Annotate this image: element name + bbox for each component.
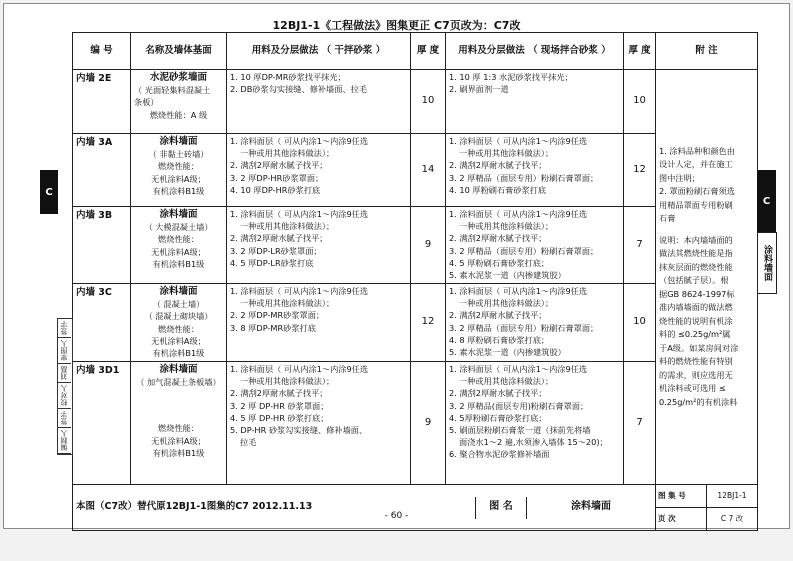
- note-line: 料的燃烧性能有特别: [659, 356, 733, 367]
- step: 1. 涂料面层（ 可从内涂1～内涂9任选: [449, 136, 588, 146]
- fire-rating: 有机涂料B1级: [152, 185, 205, 196]
- fire-rating: 燃烧性能：: [158, 234, 199, 245]
- footer-row: [73, 485, 758, 531]
- step: 1. 涂料面层（ 可从内涂1～内涂9任选: [449, 286, 588, 296]
- column-header: 用料及分层做法 （ 现场拌合砂浆 ）: [446, 33, 624, 70]
- dry-mix-steps: [227, 134, 411, 207]
- site-mix-steps: [446, 70, 624, 134]
- note-line: 图中注明；: [659, 172, 700, 183]
- fire-rating: 有机涂料B1级: [152, 348, 205, 359]
- fire-rating: 无机涂料A级；: [151, 173, 206, 184]
- note-line: 机涂料或可选用 ≤: [659, 383, 726, 394]
- page-label: 页 次: [656, 508, 707, 531]
- note-line: 做法其燃烧性能是指: [659, 248, 733, 259]
- step: 1. 10 厚 1:3 水泥砂浆找平抹光；: [449, 72, 573, 82]
- page-number: - 60 -: [384, 511, 409, 521]
- column-header: 名称及墙体基面: [131, 33, 227, 70]
- step: 一种或用其他涂料做法）；: [240, 221, 335, 232]
- table-row: [73, 284, 758, 362]
- notes-cell: [656, 70, 758, 485]
- step: 一种或用其他涂料做法）；: [240, 298, 335, 309]
- step: 2. 满刮2厚耐水腻子找平；: [449, 160, 547, 171]
- table-row: [73, 70, 758, 134]
- note-line: 准内墙墙面的做法燃: [659, 302, 733, 313]
- column-header: 厚 度: [411, 33, 446, 70]
- step: 3. 2 厚 DP-HR 砂浆罩面；: [230, 400, 329, 411]
- note-line: 1. 涂料品种和颜色由: [659, 145, 735, 156]
- site-mix-steps: [446, 284, 624, 362]
- fire-rating: 有机涂料B1级: [152, 258, 205, 269]
- step: 4. 8 厚粉刷石膏砂浆打底；: [449, 334, 550, 345]
- dry-mix-steps: [227, 70, 411, 134]
- step: 4. 10 厚粉刷石膏砂浆打底: [449, 184, 547, 195]
- step: 1. 涂料面层（ 可从内涂1～内涂9任选: [230, 286, 369, 296]
- signature-field: 刘磊: [58, 364, 71, 383]
- step: 5. DP-HR 砂浆勾实接缝、修补墙面、: [230, 425, 368, 436]
- row-name: [131, 70, 227, 134]
- wall-base: （ 混凝土墙）: [152, 299, 205, 310]
- step: 2. 满刮2厚耐水腻子找平；: [230, 160, 328, 171]
- step: 4. 5 厚粉刷石膏砂浆打底；: [449, 257, 550, 268]
- step: 2. 刷界面剂一道: [449, 84, 509, 95]
- step: 一种或用其他涂料做法）；: [240, 148, 335, 159]
- signature-field: 签字: [58, 409, 71, 428]
- footer-text: 本图（C7改）替代原12BJ1-1图集的C7 2012.11.13: [73, 485, 446, 531]
- note-line: 于A级。如某房间对涂: [659, 342, 739, 353]
- signature-field: 校对人: [58, 383, 71, 409]
- step: 2. 满刮2厚耐水腻子找平；: [449, 388, 547, 399]
- site-thickness: 10: [624, 70, 656, 134]
- step: 1. 涂料面层（ 可从内涂1～内涂9任选: [230, 364, 369, 374]
- column-header: 厚 度: [624, 33, 656, 70]
- dry-mix-steps: [227, 207, 411, 284]
- row-code: 内墙 2E: [73, 70, 131, 134]
- note-line: 料的 ≤0.25g/m²属: [659, 329, 731, 340]
- row-name: [131, 134, 227, 207]
- note-line: 据GB 8624-1997标: [659, 288, 735, 299]
- row-code: 内墙 3A: [73, 134, 131, 207]
- table-row: [73, 134, 758, 207]
- site-mix-steps: [446, 362, 624, 485]
- step: 1. 涂料面层（ 可从内涂1～内涂9任选: [230, 136, 369, 146]
- site-mix-steps: [446, 134, 624, 207]
- column-header: 编 号: [73, 33, 131, 70]
- note-line: 抹灰层面的燃烧性能: [659, 261, 733, 272]
- step: 5. 刷面层粉刷石膏浆一道（抹前先将墙: [449, 425, 591, 436]
- step: 4. 5厚粉刷石膏砂浆打底；: [449, 412, 547, 423]
- atlas-no: 12BJ1-1: [707, 485, 758, 508]
- step: 面浇水1～2 遍,水须渗入墙体 15～20)；: [459, 437, 608, 448]
- table-row: [73, 207, 758, 284]
- dry-thickness: 14: [411, 134, 446, 207]
- step: 一种或用其他涂料做法）；: [459, 376, 554, 387]
- wall-base: （ 大模混凝土墙）: [144, 222, 213, 233]
- note-line: 说明：本内墙墙面的: [659, 234, 733, 245]
- table-row: [73, 362, 758, 485]
- dry-mix-steps: [227, 284, 411, 362]
- row-name: [131, 207, 227, 284]
- finish-name: 水泥砂浆墙面: [149, 72, 207, 83]
- step: 1. 涂料面层（ 可从内涂1～内涂9任选: [230, 209, 369, 219]
- finish-name: 涂料墙面: [159, 286, 198, 297]
- step: 一种或用其他涂料做法）；: [459, 148, 554, 159]
- note-line: 设计人定，并在施工: [659, 159, 733, 170]
- wall-base: （ 加气混凝土条板墙）: [136, 377, 221, 388]
- dry-thickness: 12: [411, 284, 446, 362]
- finish-name: 涂料墙面: [159, 364, 198, 375]
- fire-rating: 无机涂料A级；: [151, 435, 206, 446]
- row-name: [131, 284, 227, 362]
- finish-name: 涂料墙面: [159, 209, 198, 220]
- wall-base: （ 光面轻集料混凝土: [134, 85, 211, 96]
- page-title: 12BJ1-1《工程做法》图集更正 C7页改为：C7改: [272, 19, 521, 32]
- note-line: 2. 罩面粉刷石膏须选: [659, 186, 735, 197]
- dry-thickness: 9: [411, 207, 446, 284]
- note-line: 的需求，则应选用无: [659, 369, 733, 380]
- finish-name: 涂料墙面: [159, 136, 198, 147]
- fire-rating: 有机涂料B1级: [152, 447, 205, 458]
- step: 3. 2 厚精品（面层专用）粉刷石膏罩面；: [449, 172, 599, 183]
- dry-thickness: 9: [411, 362, 446, 485]
- step: 一种或用其他涂料做法）；: [459, 298, 554, 309]
- site-thickness: 7: [624, 207, 656, 284]
- fire-rating: 燃烧性能：A 级: [149, 109, 208, 120]
- row-code: 内墙 3D1: [73, 362, 131, 485]
- step: 拉毛: [240, 437, 257, 448]
- row-name: [131, 362, 227, 485]
- step: 2. 2 厚DP-MR砂浆罩面；: [230, 310, 325, 321]
- step: 一种或用其他涂料做法）；: [240, 376, 335, 387]
- footer-spacer: [446, 485, 656, 531]
- site-thickness: 10: [624, 284, 656, 362]
- step: 2. DB砂浆勾实接缝、修补墙面、拉毛: [230, 84, 367, 95]
- step: 1. 涂料面层（ 可从内涂1～内涂9任选: [449, 364, 588, 374]
- step: 2. 满刮2厚耐水腻子找平；: [230, 388, 328, 399]
- step: 2. 满刮2厚耐水腻子找平；: [449, 233, 547, 244]
- section-tab-label: 涂料墙面: [757, 232, 777, 294]
- dry-mix-steps: [227, 362, 411, 485]
- wall-base: （ 混凝土砌块墙）: [144, 311, 213, 322]
- note-line: 石膏: [659, 213, 676, 224]
- column-header: 附 注: [656, 33, 758, 70]
- step: 6. 聚合物水泥砂浆修补墙面: [449, 449, 550, 460]
- drawing-name-box: 涂料墙面: [571, 501, 611, 513]
- atlas-info: [656, 485, 758, 531]
- site-thickness: 12: [624, 134, 656, 207]
- drawing-name-label: 图 名: [475, 497, 527, 519]
- wall-base: （ 非黏土砖墙）: [148, 149, 209, 160]
- step: 3. 8 厚DP-MR砂浆打底: [230, 322, 316, 333]
- step: 4. 5 厚 DP-HR 砂浆打底；: [230, 412, 329, 423]
- site-thickness: 7: [624, 362, 656, 485]
- step: 4. 10 厚DP-HR砂浆打底: [230, 184, 321, 195]
- step: 3. 2 厚精品（面层专用）粉刷石膏罩面；: [449, 245, 599, 256]
- fire-rating: 燃烧性能：: [158, 423, 199, 434]
- step: 3. 2 厚DP-HR砂浆罩面；: [230, 172, 324, 183]
- note-line: 0.25g/m²的有机涂料: [659, 396, 738, 407]
- page-code: C 7 改: [720, 514, 744, 523]
- construction-table: [72, 32, 758, 531]
- fire-rating: 燃烧性能：: [158, 323, 199, 334]
- step: 2. 满刮2厚耐水腻子找平；: [449, 310, 547, 321]
- fire-rating: 无机涂料A级；: [151, 335, 206, 346]
- step: 3. 2 厚精品（面层专用）粉刷石膏罩面；: [449, 322, 599, 333]
- step: 4. 5 厚DP-LR砂浆打底: [230, 257, 314, 268]
- step: 3. 2 厚DP-LR砂浆罩面；: [230, 245, 322, 256]
- dry-thickness: 10: [411, 70, 446, 134]
- row-code: 内墙 3B: [73, 207, 131, 284]
- column-header: 用料及分层做法 （ 干拌砂浆 ）: [227, 33, 411, 70]
- atlas-no-label: 图 集 号: [656, 485, 707, 508]
- step: 3. 2 厚精品(面层专用)粉刷石膏罩面；: [449, 400, 589, 411]
- signature-strip: [57, 318, 73, 455]
- fire-rating: 燃烧性能：: [158, 161, 199, 172]
- note-line: 烧性能的说明有机涂: [659, 315, 733, 326]
- note-line: 用精品罩面专用粉刷: [659, 199, 733, 210]
- step: 5. 素水泥浆一道（内掺建筑胶）: [449, 347, 566, 358]
- section-tab-left: C: [40, 170, 58, 214]
- note-line: [659, 226, 754, 234]
- row-code: 内墙 3C: [73, 284, 131, 362]
- signature-field: 签字: [58, 319, 71, 338]
- step: 5. 素水泥浆一道（内掺建筑胶）: [449, 270, 566, 281]
- wall-base: 条板）: [134, 97, 159, 108]
- step: 1. 涂料面层（ 可从内涂1～内涂9任选: [449, 209, 588, 219]
- section-tab-right: C: [757, 170, 776, 232]
- fire-rating: 无机涂料A级；: [151, 246, 206, 257]
- signature-field: 审图人: [58, 338, 71, 364]
- signature-field: 编制人: [58, 428, 71, 454]
- note-line: （包括腻子层）。根: [659, 275, 729, 286]
- site-mix-steps: [446, 207, 624, 284]
- step: 1. 10 厚DP-MR砂浆找平抹光；: [230, 72, 346, 82]
- step: 2. 满刮2厚耐水腻子找平；: [230, 233, 328, 244]
- step: 一种或用其他涂料做法）；: [459, 221, 554, 232]
